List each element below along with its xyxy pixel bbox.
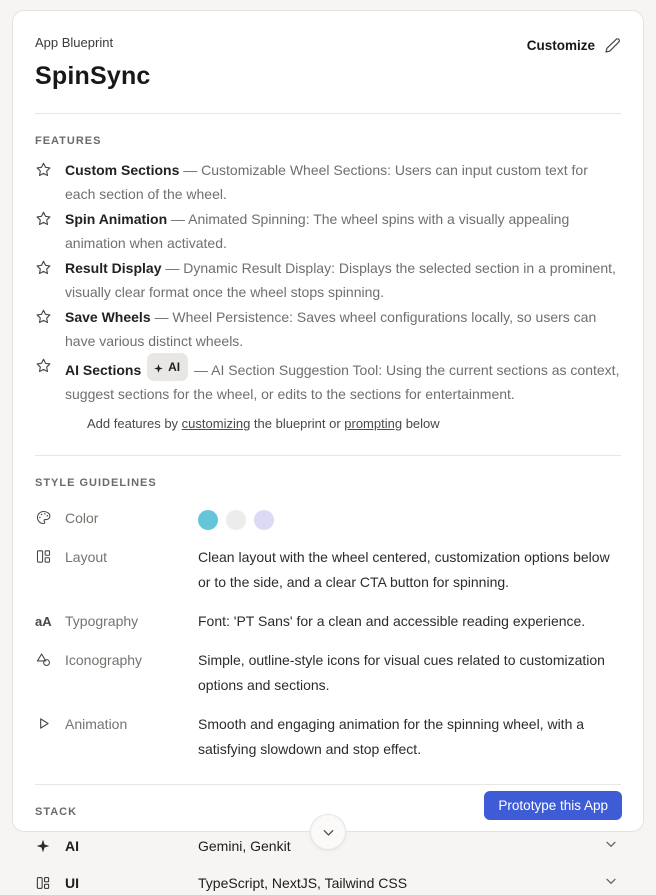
feature-text (65, 158, 621, 206)
shapes-icon (35, 651, 65, 698)
header-titles (35, 35, 151, 91)
feature-text (65, 256, 621, 304)
layout-icon (35, 548, 65, 595)
layout-icon (35, 875, 65, 891)
play-icon (35, 715, 65, 762)
scroll-down-button[interactable] (310, 814, 346, 850)
add-features-note (87, 415, 599, 433)
eyebrow-label: App Blueprint (35, 35, 114, 50)
palette-icon (35, 509, 65, 531)
feature-text (65, 207, 621, 255)
ai-badge-label: AI (168, 360, 181, 374)
guideline-label: Iconography (65, 652, 143, 668)
features-section-label: FEATURES (35, 135, 102, 147)
feature-name: Custom Sections (65, 162, 180, 178)
guideline-value: Smooth and engaging animation for the spinning wheel, with a satisfying slowdown and stop effect. (198, 716, 585, 757)
page-title: SpinSync (35, 62, 151, 90)
feature-desc: — Animated Spinning: The wheel spins with a visually appealing animation when activated. (65, 211, 570, 251)
feature-desc: — AI Section Suggestion Tool: Using the current sections as context, suggest sections for the wheel, or edits to the sections for entertainment. (65, 362, 620, 402)
footer (484, 791, 622, 820)
guideline-value: Font: 'PT Sans' for a clean and accessible reading experience. (198, 613, 586, 629)
guideline-row-typography (35, 609, 621, 634)
note-text: below (402, 416, 440, 431)
feature-desc: — Wheel Persistence: Saves wheel configurations locally, so users can have various distinct wheels. (65, 309, 597, 349)
star-icon (35, 259, 65, 304)
prompting-link[interactable]: prompting (344, 416, 403, 431)
color-swatches (198, 508, 621, 531)
divider (35, 784, 621, 785)
stack-row-ui (35, 871, 621, 895)
guideline-label: Animation (65, 716, 128, 732)
color-swatch-accent (254, 510, 274, 530)
note-text: the blueprint or (250, 416, 345, 431)
star-icon (35, 357, 65, 406)
guideline-label: Typography (65, 613, 139, 629)
chevron-down-icon (320, 824, 337, 841)
feature-desc: — Customizable Wheel Sections: Users can input custom text for each section of the wheel. (65, 162, 588, 202)
pencil-icon (604, 37, 621, 54)
feature-name: Result Display (65, 260, 162, 276)
customizing-link[interactable]: customizing (181, 416, 251, 431)
guideline-label: Layout (65, 549, 108, 565)
star-icon (35, 210, 65, 255)
chevron-down-icon[interactable] (597, 871, 621, 891)
guideline-value: Simple, outline-style icons for visual cues related to customization options and sections. (198, 652, 605, 693)
feature-item (35, 305, 621, 353)
feature-text (65, 354, 621, 406)
customize-label: Customize (526, 38, 595, 53)
guideline-row-color (35, 506, 621, 531)
sparkle-icon (35, 838, 65, 854)
guideline-label: Color (65, 510, 99, 526)
feature-item-ai (35, 354, 621, 406)
guideline-row-iconography (35, 648, 621, 698)
stack-label: AI (65, 838, 79, 854)
stack-value: TypeScript, NextJS, Tailwind CSS (198, 875, 408, 891)
feature-name: Save Wheels (65, 309, 151, 325)
divider (35, 455, 621, 456)
star-icon (35, 308, 65, 353)
divider (35, 113, 621, 114)
stack-section-label: STACK (35, 806, 78, 818)
stack-value: Gemini, Genkit (198, 838, 291, 854)
guideline-row-animation (35, 712, 621, 762)
color-swatch-background (226, 510, 246, 530)
feature-item (35, 207, 621, 255)
star-icon (35, 161, 65, 206)
feature-desc: — Dynamic Result Display: Displays the selected section in a prominent, visually clear format once the wheel stops spinning. (65, 260, 616, 300)
stack-label: UI (65, 875, 79, 891)
feature-name: AI Sections (65, 362, 142, 378)
feature-name: Spin Animation (65, 211, 168, 227)
guideline-row-layout (35, 545, 621, 595)
guideline-value: Clean layout with the wheel centered, customization options below or to the side, and a clear CTA button for spinning. (198, 549, 610, 590)
prototype-app-button[interactable]: Prototype this App (484, 791, 622, 820)
ai-badge (147, 353, 188, 381)
feature-item (35, 256, 621, 304)
chevron-down-icon[interactable] (597, 834, 621, 854)
features-list (35, 158, 621, 433)
color-swatch-primary (198, 510, 218, 530)
style-guidelines-section-label: STYLE GUIDELINES (35, 477, 157, 489)
sparkle-icon (153, 363, 164, 374)
header (13, 11, 643, 91)
feature-text (65, 305, 621, 353)
app-blueprint-card (12, 10, 644, 891)
note-text: Add features by (87, 416, 182, 431)
customize-button[interactable] (527, 37, 621, 54)
typography-icon: aA (35, 614, 52, 629)
feature-item (35, 158, 621, 206)
